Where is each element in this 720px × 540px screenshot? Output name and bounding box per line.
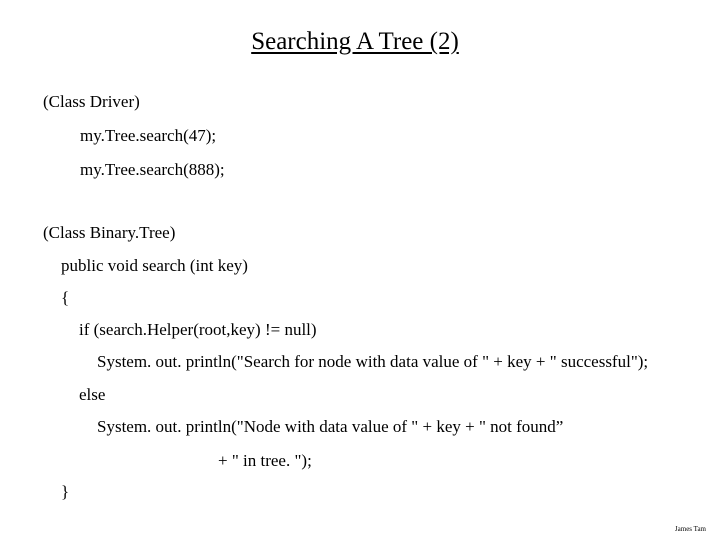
code-line-println-not-found: System. out. println("Node with data value of " + key + " not found”	[97, 417, 564, 436]
code-line-if-condition: if (search.Helper(root,key) != null)	[79, 320, 317, 339]
code-line-search-888: my.Tree.search(888);	[80, 160, 225, 179]
code-line-search-47: my.Tree.search(47);	[80, 126, 217, 145]
slide-title: Searching A Tree (2)	[251, 28, 459, 55]
code-line-open-brace: {	[61, 288, 70, 307]
code-line-println-success: System. out. println("Search for node with data value of " + key + " successful");	[97, 352, 649, 371]
code-line-class-driver: (Class Driver)	[43, 92, 140, 111]
code-line-else: else	[79, 385, 106, 404]
code-line-in-tree: + " in tree. ");	[218, 451, 312, 470]
code-line-method-signature: public void search (int key)	[61, 256, 248, 275]
code-line-class-binary-tree: (Class Binary.Tree)	[43, 223, 176, 242]
code-line-close-brace: }	[61, 482, 70, 501]
author-footer: James Tam	[674, 525, 706, 533]
